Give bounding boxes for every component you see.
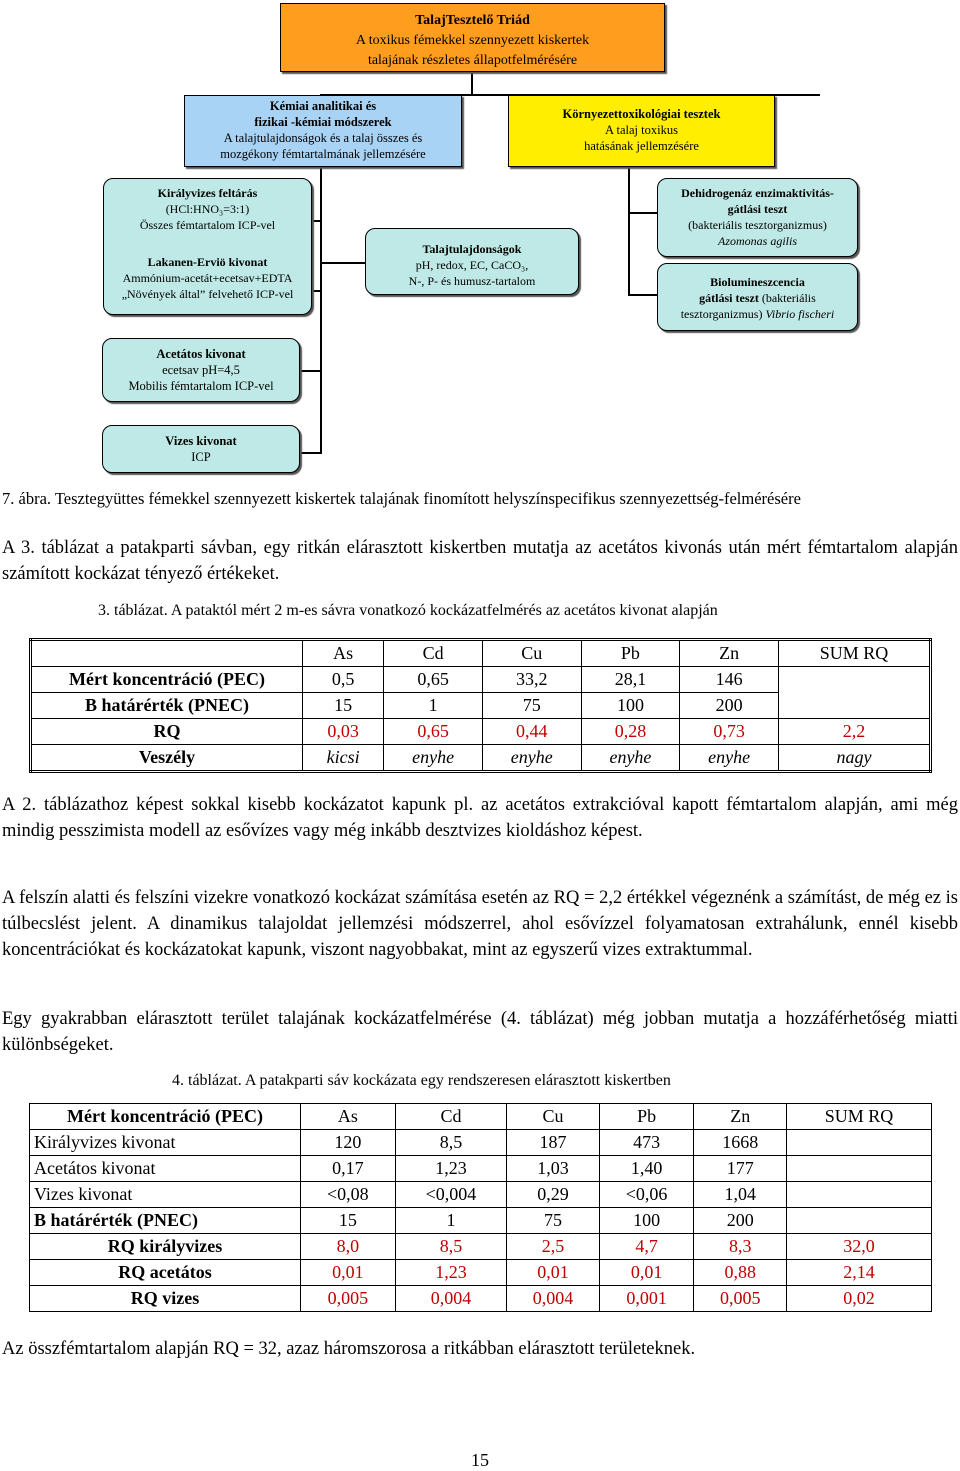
table-cell: nagy [778,745,930,772]
table-cell: 0,73 [680,719,779,745]
water-line1: ICP [191,450,211,464]
acetate-line2: Mobilis fémtartalom ICP-vel [128,379,274,393]
table-cell: 75 [507,1208,600,1234]
connector-line [628,294,658,296]
eco-line2: hatásának jellemzésére [584,139,699,153]
row-label: RQ [31,719,303,745]
table-cell: 0,88 [694,1260,787,1286]
aqua-regia-box [103,178,312,315]
table-cell: 0,65 [384,719,483,745]
table-cell: 0,29 [507,1182,600,1208]
connector-line [300,452,321,454]
aqua-line2: Összes fémtartalom ICP-vel [139,218,276,232]
table-row [31,719,931,745]
table-cell: <0,004 [395,1182,507,1208]
bioluminescence-box [657,263,858,331]
row-label: Acetátos kivonat [30,1156,301,1182]
row-label: Vizes kivonat [30,1182,301,1208]
biolum-title2: gátlási teszt [699,291,759,305]
dehydro-title1: Dehidrogenáz enzimaktivitás- [681,186,834,200]
table-cell: 0,005 [694,1286,787,1312]
table-row [30,1286,932,1312]
table-cell: 2,5 [507,1234,600,1260]
table-cell: 1,04 [694,1182,787,1208]
acetate-line1: ecetsav pH=4,5 [162,363,240,377]
chem-title1: Kémiai analitikai és [269,99,377,113]
table3-header-cell: As [303,640,384,667]
root-line1: A toxikus fémekkel szennyezett kiskertek [355,33,590,48]
table-cell: 0,02 [787,1286,932,1312]
row-label: B határérték (PNEC) [30,1208,301,1234]
row-label: Királyvizes kivonat [30,1130,301,1156]
table-cell: enyhe [680,745,779,772]
connector-line [471,72,473,96]
eco-line1: A talaj toxikus [605,123,678,137]
chemical-methods-box [184,95,462,167]
table-cell: 8,5 [395,1234,507,1260]
table3-header-cell: Cu [482,640,581,667]
row-label: B határérték (PNEC) [31,693,303,719]
triad-root-box [280,3,665,72]
table4-header-cell: Pb [599,1104,694,1130]
table-cell: enyhe [384,745,483,772]
biolum-line1a: (bakteriális [761,291,816,305]
table-cell: 187 [507,1130,600,1156]
table-row [31,667,931,693]
root-line2: talajának részletes állapotfelmérésére [367,53,578,68]
table4-header-cell: As [301,1104,396,1130]
table-cell: 1,40 [599,1156,694,1182]
dehydro-line1: (bakteriális tesztorganizmus) [688,218,827,232]
table-cell [787,1182,932,1208]
table-cell: 0,28 [581,719,680,745]
table-cell: <0,08 [301,1182,396,1208]
table-cell: 473 [599,1130,694,1156]
connector-line [300,370,321,372]
table3-header-cell: SUM RQ [778,640,930,667]
table-row [30,1208,932,1234]
paragraph-3: A felszín alatti és felszíni vizekre vonatkozó kockázat számítása esetén az RQ = 2,2 értékkel végeznénk a számítást, de még ez is túlbecslést jelent. A dinamikus talajoldat jellemzési módszerrel, ahol esővízzel folyamatosan extrahálunk, ennél kisebb koncentrációkat és kockázatokat kapunk, viszont nagyobbakat, mint az egyszerű vizes extraktummal. [2,888,958,960]
table4-header-cell: Mért koncentráció (PEC) [30,1104,301,1130]
table-cell: 100 [599,1208,694,1234]
table-cell: 33,2 [482,667,581,693]
table-cell: 1,23 [395,1156,507,1182]
table-cell: 1,23 [395,1260,507,1286]
table-cell: 1 [384,693,483,719]
row-label: RQ királyvizes [30,1234,301,1260]
table-cell: <0,06 [599,1182,694,1208]
paragraph-4: Egy gyakrabban elárasztott terület talajának kockázatfelmérése (4. táblázat) még jobban mutatja a hozzáférhetőség miatti különbségeket. [2,1009,958,1055]
table-cell: 0,17 [301,1156,396,1182]
dehydro-line2: Azomonas agilis [717,234,797,248]
aqua-title: Királyvizes feltárás [157,186,258,200]
figure-caption: 7. ábra. Tesztegyüttes fémekkel szennyezett kiskertek talajának finomított helyszínspecifikus szennyezettség-felmérésére [2,489,801,508]
table-cell: enyhe [581,745,680,772]
table-cell: 0,01 [507,1260,600,1286]
water-title: Vizes kivonat [165,434,237,448]
table-cell: 0,004 [507,1286,600,1312]
table4-header-cell: SUM RQ [787,1104,932,1130]
table4-header-cell: Cu [507,1104,600,1130]
paragraph-5: Az összfémtartalom alapján RQ = 32, azaz háromszorosa a ritkábban elárasztott területeknek. [2,1339,696,1359]
table3-caption: 3. táblázat. A pataktól mért 2 m-es sávra vonatkozó kockázatfelmérés az acetátos kivonat alapján [98,602,718,619]
table-cell: 15 [303,693,384,719]
connector-line [320,262,366,264]
page-number: 15 [471,1450,489,1470]
acetate-title: Acetátos kivonat [156,347,246,361]
lakanen-line1: Ammónium-acetát+ecetsav+EDTA [122,271,293,285]
table4-header-row [30,1104,932,1130]
biolum-line2b: Vibrio fischeri [765,307,835,321]
table-row [31,693,931,719]
table-cell: 0,5 [303,667,384,693]
dehydrogenase-box [657,178,858,257]
acetate-extract-box [102,338,300,402]
table-cell: 200 [680,693,779,719]
biolum-title1: Biolumineszcencia [710,275,805,289]
table4 [29,1103,932,1312]
table-cell [778,667,930,693]
table-cell: 200 [694,1208,787,1234]
table3-header-row [31,640,931,667]
table-cell [787,1156,932,1182]
table-cell: 4,7 [599,1234,694,1260]
biolum-line2: tesztorganizmus) [680,307,763,321]
table-cell: 0,004 [395,1286,507,1312]
table3 [29,638,932,773]
table-row [30,1130,932,1156]
table-row [30,1260,932,1286]
table-cell: 0,005 [301,1286,396,1312]
table-cell: 0,01 [301,1260,396,1286]
water-extract-box [102,425,300,473]
lakanen-title: Lakanen-Erviö kivonat [147,255,268,269]
connector-line [320,166,322,454]
table-cell [787,1130,932,1156]
table-cell: 1,03 [507,1156,600,1182]
table-row [30,1234,932,1260]
table-cell: 2,14 [787,1260,932,1286]
table-cell: 75 [482,693,581,719]
table3-header-cell: Cd [384,640,483,667]
connector-line [628,166,630,296]
table-cell: 0,01 [599,1260,694,1286]
props-title: Talajtulajdonságok [422,242,522,256]
table-cell: 15 [301,1208,396,1234]
table-row [30,1156,932,1182]
row-label: Veszély [31,745,303,772]
connector-line [628,212,658,214]
row-label: RQ acetátos [30,1260,301,1286]
table3-header-cell: Pb [581,640,680,667]
table-cell: enyhe [482,745,581,772]
table-cell: kicsi [303,745,384,772]
eco-title: Környezettoxikológiai tesztek [562,107,721,121]
table-cell: 120 [301,1130,396,1156]
table-cell: 0,03 [303,719,384,745]
table-cell: 8,3 [694,1234,787,1260]
chem-line1: A talajtulajdonságok és a talaj összes és [223,131,423,145]
root-title: TalajTesztelő Triád [415,13,530,28]
table-row [31,745,931,772]
paragraph-2: A 2. táblázathoz képest sokkal kisebb kockázatot kapunk pl. az acetátos extrakcióval kapott fémtartalom alapján, ami még mindig pesszimista modell az esővízes vagy még inkább desztvizes kioldáshoz képest. [2,795,958,841]
lakanen-line2: „Növények által” felvehető ICP-vel [121,287,294,301]
table-cell: 146 [680,667,779,693]
dehydro-title2: gátlási teszt [727,202,788,216]
table-cell [778,693,930,719]
table3-header-cell: Zn [680,640,779,667]
table-cell: 100 [581,693,680,719]
table-cell: 1668 [694,1130,787,1156]
table-cell: 8,5 [395,1130,507,1156]
table-cell: 0,001 [599,1286,694,1312]
chem-title2: fizikai -kémiai módszerek [254,115,392,129]
table4-header-cell: Cd [395,1104,507,1130]
table-cell: 28,1 [581,667,680,693]
table-cell: 8,0 [301,1234,396,1260]
table-cell: 0,65 [384,667,483,693]
props-line2: N-, P- és humusz-tartalom [408,274,536,288]
row-label: RQ vizes [30,1286,301,1312]
aqua-line1: (HCl:HNO₃=3:1) [165,202,250,216]
chem-line2: mozgékony fémtartalmának jellemzésére [220,147,426,161]
props-line1: pH, redox, EC, CaCO₃, [415,258,529,272]
table-row [30,1182,932,1208]
table-cell: 2,2 [778,719,930,745]
table4-caption: 4. táblázat. A patakparti sáv kockázata egy rendszeresen elárasztott kiskertben [172,1072,671,1089]
ecotox-tests-box [508,95,775,167]
table-cell: 32,0 [787,1234,932,1260]
table-cell: 177 [694,1156,787,1182]
soil-properties-box [365,228,579,295]
row-label: Mért koncentráció (PEC) [31,667,303,693]
table4-header-cell: Zn [694,1104,787,1130]
paragraph-1: A 3. táblázat a patakparti sávban, egy ritkán elárasztott kiskertben mutatja az acetátos kivonás után mért fémtartalom alapján számított kockázat tényező értékeket. [2,538,958,584]
table-cell [787,1208,932,1234]
table-cell: 0,44 [482,719,581,745]
table-cell: 1 [395,1208,507,1234]
